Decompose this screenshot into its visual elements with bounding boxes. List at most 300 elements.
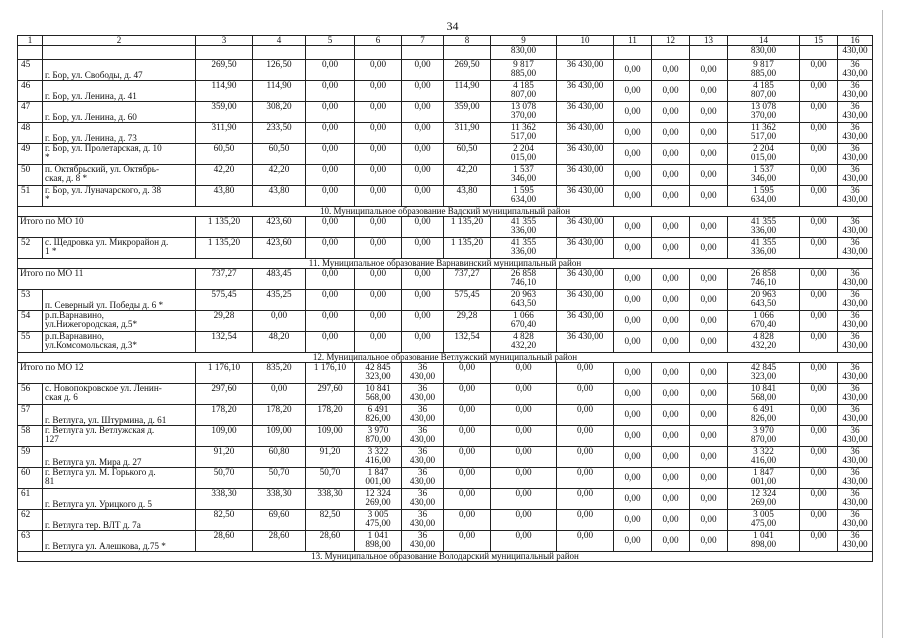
table-cell: 36 430,00 — [557, 123, 614, 144]
table-cell: 82,50 — [306, 510, 355, 531]
table-cell: 423,60 — [253, 217, 306, 238]
table-cell: 483,45 — [253, 269, 306, 290]
table-cell: 0,00 — [355, 60, 402, 81]
table-cell: 28,60 — [196, 531, 253, 552]
table-cell: 36 430,00 — [838, 447, 873, 468]
address-cell: п. Северный ул. Победы д. 6 * — [43, 290, 196, 311]
table-cell: 36 430,00 — [838, 510, 873, 531]
table-cell: 0,00 — [306, 186, 355, 207]
table-row — [18, 489, 873, 510]
table-cell: 359,00 — [196, 102, 253, 123]
table-row — [18, 426, 873, 447]
table-cell: 1 595 634,00 — [728, 186, 800, 207]
address-cell: г. Ветлуга ул. М. Горького д. 81 — [43, 468, 196, 489]
table-cell: 0,00 — [614, 384, 652, 405]
table-cell: 9 817 885,00 — [728, 60, 800, 81]
table-cell: 1 041 898,00 — [728, 531, 800, 552]
table-cell: 0,00 — [253, 311, 306, 332]
table-row — [18, 186, 873, 207]
table-cell: 0,00 — [690, 269, 728, 290]
table-cell: 269,50 — [444, 60, 491, 81]
table-cell: 0,00 — [652, 311, 690, 332]
table-cell: 91,20 — [306, 447, 355, 468]
table-cell: 36 430,00 — [557, 238, 614, 259]
table-cell: 0,00 — [614, 144, 652, 165]
table-cell: 36 430,00 — [838, 144, 873, 165]
table-cell: 1 135,20 — [444, 217, 491, 238]
table-cell: 0,00 — [402, 290, 444, 311]
table-cell: 0,00 — [690, 102, 728, 123]
table-cell: 3 970 870,00 — [355, 426, 402, 447]
table-cell: 0,00 — [690, 426, 728, 447]
table-cell: 0,00 — [690, 405, 728, 426]
table-cell: 82,50 — [196, 510, 253, 531]
table-cell: 0,00 — [690, 531, 728, 552]
table-cell: 60,50 — [253, 144, 306, 165]
table-cell: 13 078 370,00 — [491, 102, 557, 123]
table-cell: 0,00 — [355, 332, 402, 353]
table-cell — [690, 46, 728, 60]
table-cell: 109,00 — [306, 426, 355, 447]
table-cell: 41 355 336,00 — [491, 217, 557, 238]
table-cell — [196, 46, 253, 60]
table-cell: 36 430,00 — [838, 186, 873, 207]
table-row — [18, 447, 873, 468]
table-cell: 0,00 — [557, 405, 614, 426]
table-cell: 0,00 — [444, 384, 491, 405]
section-heading: 12. Муниципальное образование Ветлужский муниципальный район — [18, 353, 873, 363]
table-cell: 36 430,00 — [557, 269, 614, 290]
table-cell: 0,00 — [491, 405, 557, 426]
table-cell: 0,00 — [800, 447, 838, 468]
page-number: 34 — [446, 19, 459, 33]
table-cell — [18, 46, 43, 60]
column-number-header: 11 — [614, 36, 652, 46]
table-cell: 0,00 — [306, 60, 355, 81]
table-cell: 0,00 — [444, 468, 491, 489]
row-number: 59 — [18, 447, 43, 468]
table-row — [18, 311, 873, 332]
table-cell: 0,00 — [614, 186, 652, 207]
table-cell: 737,27 — [196, 269, 253, 290]
table-cell: 50,70 — [306, 468, 355, 489]
section-heading-row — [18, 353, 873, 363]
table-cell: 0,00 — [800, 426, 838, 447]
table-cell: 4 828 432,20 — [491, 332, 557, 353]
table-cell: 0,00 — [306, 165, 355, 186]
table-row — [18, 468, 873, 489]
table-cell: 36 430,00 — [838, 269, 873, 290]
table-row — [18, 332, 873, 353]
table-cell: 36 430,00 — [557, 217, 614, 238]
table-cell: 0,00 — [614, 311, 652, 332]
table-cell: 114,90 — [196, 81, 253, 102]
section-heading: 10. Муниципальное образование Вадский муниципальный район — [18, 207, 873, 217]
table-cell: 4 185 807,00 — [728, 81, 800, 102]
table-cell: 0,00 — [614, 332, 652, 353]
column-number-header: 3 — [196, 36, 253, 46]
table-cell: 0,00 — [800, 269, 838, 290]
table-cell: 10 841 568,00 — [355, 384, 402, 405]
address-cell: п. Октябрьский, ул. Октябрь- ская, д. 8 * — [43, 165, 196, 186]
table-cell: 3 005 475,00 — [728, 510, 800, 531]
table-cell: 29,28 — [444, 311, 491, 332]
table-cell — [800, 46, 838, 60]
row-number: 49 — [18, 144, 43, 165]
address-cell: г. Ветлуга ул. Урицкого д. 5 — [43, 489, 196, 510]
column-number-header: 5 — [306, 36, 355, 46]
table-cell — [306, 46, 355, 60]
table-cell: 0,00 — [652, 165, 690, 186]
table-cell: 0,00 — [800, 384, 838, 405]
table-cell: 114,90 — [444, 81, 491, 102]
row-number: 57 — [18, 405, 43, 426]
table-cell: 0,00 — [491, 426, 557, 447]
row-number: 60 — [18, 468, 43, 489]
table-cell: 0,00 — [652, 384, 690, 405]
table-cell: 0,00 — [557, 363, 614, 384]
table-cell: 0,00 — [614, 60, 652, 81]
table-cell: 0,00 — [444, 447, 491, 468]
table-cell: 0,00 — [690, 144, 728, 165]
table-cell: 0,00 — [800, 332, 838, 353]
table-cell: 50,70 — [196, 468, 253, 489]
table-cell: 43,80 — [196, 186, 253, 207]
table-cell: 91,20 — [196, 447, 253, 468]
table-cell: 0,00 — [800, 468, 838, 489]
table-cell: 13 078 370,00 — [728, 102, 800, 123]
table-cell: 36 430,00 — [838, 531, 873, 552]
row-number: 45 — [18, 60, 43, 81]
table-row — [18, 81, 873, 102]
row-number: 58 — [18, 426, 43, 447]
column-number-header: 16 — [838, 36, 873, 46]
table-cell: 60,50 — [196, 144, 253, 165]
table-cell: 0,00 — [652, 510, 690, 531]
row-number: 47 — [18, 102, 43, 123]
table-cell: 0,00 — [800, 186, 838, 207]
table-cell: 41 355 336,00 — [728, 217, 800, 238]
column-number-header: 8 — [444, 36, 491, 46]
table-cell: 311,90 — [444, 123, 491, 144]
table-row — [18, 405, 873, 426]
table-cell: 0,00 — [253, 384, 306, 405]
table-cell: 0,00 — [614, 510, 652, 531]
table-cell: 0,00 — [491, 363, 557, 384]
table-cell: 1 066 670,40 — [728, 311, 800, 332]
table-cell: 0,00 — [402, 102, 444, 123]
address-cell: г. Ветлуга ул. Мира д. 27 — [43, 447, 196, 468]
table-row — [18, 102, 873, 123]
table-cell: 0,00 — [306, 290, 355, 311]
table-cell: 20 963 643,50 — [728, 290, 800, 311]
table-cell: 36 430,00 — [402, 468, 444, 489]
table-cell: 0,00 — [690, 81, 728, 102]
table-cell: 36 430,00 — [402, 426, 444, 447]
table-cell: 0,00 — [444, 426, 491, 447]
table-cell: 36 430,00 — [838, 426, 873, 447]
table-cell: 1 537 346,00 — [728, 165, 800, 186]
table-cell: 0,00 — [690, 165, 728, 186]
table-cell: 178,20 — [196, 405, 253, 426]
row-number: 55 — [18, 332, 43, 353]
table-cell: 36 430,00 — [838, 81, 873, 102]
column-number-header: 2 — [43, 36, 196, 46]
total-label: Итого по МО 10 — [18, 217, 196, 238]
table-cell: 0,00 — [690, 60, 728, 81]
table-cell: 0,00 — [402, 238, 444, 259]
total-label: Итого по МО 11 — [18, 269, 196, 290]
table-cell: 0,00 — [652, 405, 690, 426]
table-cell: 0,00 — [614, 447, 652, 468]
table-cell: 36 430,00 — [402, 363, 444, 384]
table-cell: 0,00 — [402, 186, 444, 207]
table-cell: 28,60 — [306, 531, 355, 552]
row-number: 51 — [18, 186, 43, 207]
table-cell: 0,00 — [444, 531, 491, 552]
table-cell: 0,00 — [690, 290, 728, 311]
table-cell: 0,00 — [402, 332, 444, 353]
table-cell: 36 430,00 — [838, 217, 873, 238]
table-cell — [43, 46, 196, 60]
table-cell: 0,00 — [614, 531, 652, 552]
column-number-header: 9 — [491, 36, 557, 46]
total-row — [18, 363, 873, 384]
table-cell: 11 362 517,00 — [728, 123, 800, 144]
table-cell: 36 430,00 — [557, 332, 614, 353]
row-number: 54 — [18, 311, 43, 332]
table-cell: 42 845 323,00 — [355, 363, 402, 384]
table-cell: 36 430,00 — [557, 311, 614, 332]
table-cell: 830,00 — [728, 46, 800, 60]
row-number: 63 — [18, 531, 43, 552]
table-cell: 0,00 — [402, 60, 444, 81]
table-cell: 0,00 — [614, 165, 652, 186]
table-cell: 0,00 — [306, 102, 355, 123]
table-cell: 69,60 — [253, 510, 306, 531]
table-cell: 126,50 — [253, 60, 306, 81]
table-row — [18, 165, 873, 186]
table-row — [18, 531, 873, 552]
column-number-header: 14 — [728, 36, 800, 46]
table-cell: 178,20 — [253, 405, 306, 426]
table-cell: 0,00 — [614, 405, 652, 426]
table-cell: 0,00 — [557, 426, 614, 447]
table-cell — [557, 46, 614, 60]
table-cell: 311,90 — [196, 123, 253, 144]
table-cell: 36 430,00 — [838, 363, 873, 384]
address-cell: с. Щедровка ул. Микрорайон д. 1 * — [43, 238, 196, 259]
table-cell: 178,20 — [306, 405, 355, 426]
table-cell: 0,00 — [614, 102, 652, 123]
table-cell: 0,00 — [491, 489, 557, 510]
table-cell: 0,00 — [557, 384, 614, 405]
table-cell: 36 430,00 — [557, 60, 614, 81]
table-cell: 0,00 — [491, 447, 557, 468]
table-cell: 0,00 — [355, 123, 402, 144]
table-cell: 0,00 — [491, 531, 557, 552]
table-cell: 1 066 670,40 — [491, 311, 557, 332]
table-cell: 0,00 — [355, 290, 402, 311]
table-cell: 0,00 — [690, 447, 728, 468]
table-cell — [253, 46, 306, 60]
table-cell: 26 858 746,10 — [728, 269, 800, 290]
table-cell: 0,00 — [690, 311, 728, 332]
row-number: 61 — [18, 489, 43, 510]
continuation-row — [18, 46, 873, 60]
table-cell: 0,00 — [800, 290, 838, 311]
address-cell: г. Ветлуга, ул. Штурмина, д. 61 — [43, 405, 196, 426]
address-cell: г. Бор, ул. Ленина, д. 73 — [43, 123, 196, 144]
table-cell: 0,00 — [800, 510, 838, 531]
scan-edge-line — [882, 10, 883, 638]
table-cell: 0,00 — [614, 489, 652, 510]
table-cell: 0,00 — [800, 531, 838, 552]
address-cell: г. Бор, ул. Свободы, д. 47 — [43, 60, 196, 81]
table-cell: 0,00 — [690, 363, 728, 384]
table-cell: 1 176,10 — [196, 363, 253, 384]
table-cell: 42,20 — [444, 165, 491, 186]
table-cell: 0,00 — [306, 238, 355, 259]
table-cell: 297,60 — [306, 384, 355, 405]
table-cell: 0,00 — [652, 186, 690, 207]
table-cell: 0,00 — [557, 468, 614, 489]
table-cell: 36 430,00 — [838, 165, 873, 186]
table-cell: 0,00 — [614, 238, 652, 259]
table-cell: 0,00 — [614, 123, 652, 144]
table-cell: 43,80 — [253, 186, 306, 207]
table-cell: 36 430,00 — [402, 510, 444, 531]
table-cell: 0,00 — [306, 311, 355, 332]
table-cell: 0,00 — [444, 405, 491, 426]
table-cell: 1 595 634,00 — [491, 186, 557, 207]
section-heading-row — [18, 259, 873, 269]
row-number: 53 — [18, 290, 43, 311]
table-cell — [652, 46, 690, 60]
table-cell — [444, 46, 491, 60]
table-cell: 114,90 — [253, 81, 306, 102]
table-cell: 0,00 — [614, 290, 652, 311]
table-cell: 0,00 — [355, 311, 402, 332]
data-table — [17, 35, 873, 562]
table-cell: 42 845 323,00 — [728, 363, 800, 384]
table-cell: 36 430,00 — [838, 468, 873, 489]
table-cell: 0,00 — [614, 81, 652, 102]
table-cell: 60,80 — [253, 447, 306, 468]
table-cell: 0,00 — [652, 363, 690, 384]
table-cell: 9 817 885,00 — [491, 60, 557, 81]
total-row — [18, 217, 873, 238]
table-cell: 0,00 — [690, 186, 728, 207]
table-cell: 4 828 432,20 — [728, 332, 800, 353]
table-row — [18, 290, 873, 311]
table-row — [18, 238, 873, 259]
table-cell: 338,30 — [196, 489, 253, 510]
table-cell: 0,00 — [614, 217, 652, 238]
table-cell: 3 322 416,00 — [355, 447, 402, 468]
table-cell: 36 430,00 — [838, 384, 873, 405]
table-row — [18, 144, 873, 165]
table-cell — [614, 46, 652, 60]
table-cell: 0,00 — [652, 238, 690, 259]
table-cell: 0,00 — [306, 81, 355, 102]
table-cell: 4 185 807,00 — [491, 81, 557, 102]
table-cell: 12 324 269,00 — [355, 489, 402, 510]
table-cell: 0,00 — [355, 238, 402, 259]
table-cell: 0,00 — [800, 405, 838, 426]
table-cell: 43,80 — [444, 186, 491, 207]
table-cell: 0,00 — [557, 510, 614, 531]
table-cell: 0,00 — [306, 332, 355, 353]
table-cell: 0,00 — [652, 531, 690, 552]
table-cell: 60,50 — [444, 144, 491, 165]
table-cell: 42,20 — [253, 165, 306, 186]
table-cell — [402, 46, 444, 60]
table-cell: 36 430,00 — [557, 290, 614, 311]
table-cell: 36 430,00 — [557, 144, 614, 165]
table-cell: 3 970 870,00 — [728, 426, 800, 447]
table-cell: 3 322 416,00 — [728, 447, 800, 468]
column-number-header: 13 — [690, 36, 728, 46]
table-cell: 0,00 — [652, 81, 690, 102]
table-cell: 109,00 — [196, 426, 253, 447]
table-cell: 36 430,00 — [402, 489, 444, 510]
address-cell: г. Ветлуга ул. Ветлужская д. 127 — [43, 426, 196, 447]
address-cell: г. Бор, ул. Ленина, д. 41 — [43, 81, 196, 102]
table-cell: 26 858 746,10 — [491, 269, 557, 290]
table-cell: 0,00 — [800, 102, 838, 123]
table-cell: 0,00 — [306, 144, 355, 165]
table-cell: 0,00 — [402, 217, 444, 238]
table-cell: 0,00 — [690, 123, 728, 144]
column-number-header: 10 — [557, 36, 614, 46]
table-cell: 0,00 — [402, 165, 444, 186]
table-cell: 41 355 336,00 — [491, 238, 557, 259]
header-row — [18, 36, 873, 46]
table-cell: 0,00 — [690, 238, 728, 259]
address-cell: с. Новопокровское ул. Ленин- ская д. 6 — [43, 384, 196, 405]
table-row — [18, 384, 873, 405]
table-cell: 0,00 — [690, 468, 728, 489]
table-cell: 1 176,10 — [306, 363, 355, 384]
table-cell: 0,00 — [614, 468, 652, 489]
table-cell: 0,00 — [491, 468, 557, 489]
table-cell: 0,00 — [800, 81, 838, 102]
table-cell: 0,00 — [652, 217, 690, 238]
table-cell: 0,00 — [652, 426, 690, 447]
table-cell: 36 430,00 — [557, 165, 614, 186]
table-cell: 269,50 — [196, 60, 253, 81]
address-cell: р.п.Варнавино, ул.Комсомольская, д.3* — [43, 332, 196, 353]
table-cell: 0,00 — [800, 165, 838, 186]
table-cell: 48,20 — [253, 332, 306, 353]
table-cell: 12 324 269,00 — [728, 489, 800, 510]
address-cell: г. Ветлуга ул. Алешкова, д.75 * — [43, 531, 196, 552]
table-cell: 0,00 — [402, 144, 444, 165]
table-cell: 0,00 — [800, 123, 838, 144]
table-cell: 0,00 — [402, 311, 444, 332]
table-cell: 42,20 — [196, 165, 253, 186]
table-cell: 36 430,00 — [838, 238, 873, 259]
table-cell: 0,00 — [355, 269, 402, 290]
table-cell: 109,00 — [253, 426, 306, 447]
table-cell: 28,60 — [253, 531, 306, 552]
table-cell: 0,00 — [690, 384, 728, 405]
table-cell: 0,00 — [557, 531, 614, 552]
table-cell: 0,00 — [800, 217, 838, 238]
table-cell: 0,00 — [355, 165, 402, 186]
row-number: 50 — [18, 165, 43, 186]
